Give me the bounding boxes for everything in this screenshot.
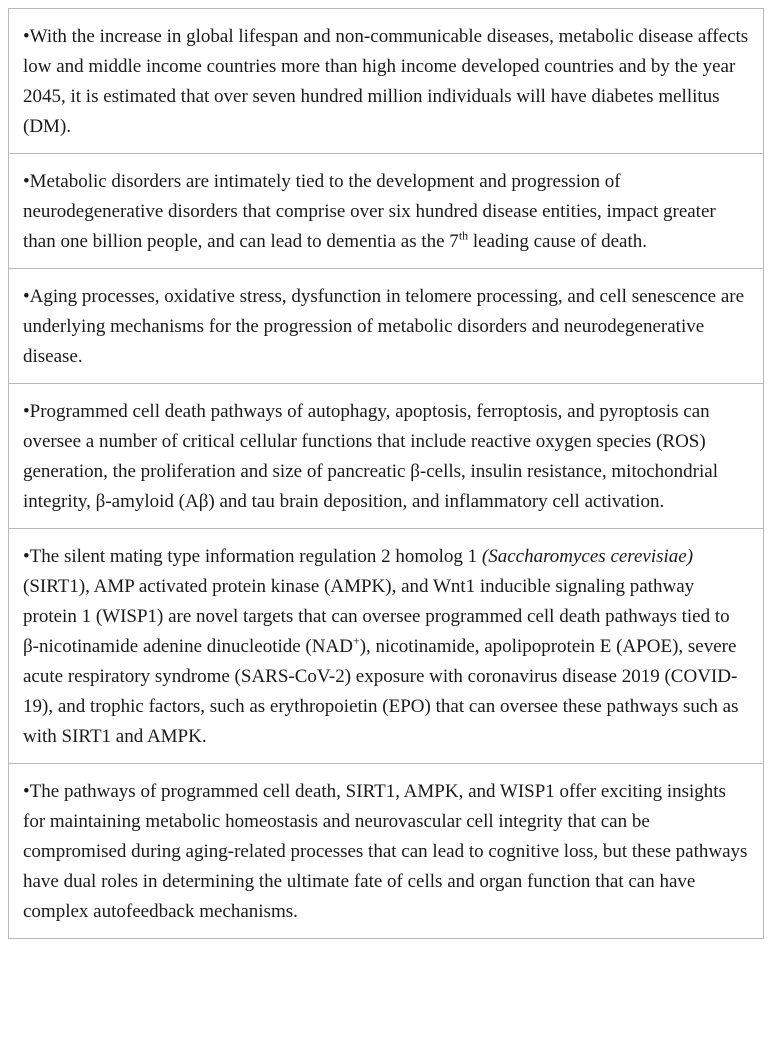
highlight-row-1 [9, 9, 763, 153]
highlight-text-part-b: leading cause of death. [468, 231, 647, 252]
highlight-text: With the increase in global lifespan and non-communicable diseases, metabolic disease affects low and middle income countries more than high income developed countries and by the year 2045, it is estimated that over seven hundred million individuals will have diabetes mellitus (DM). [23, 26, 749, 137]
highlight-text-part-a: Metabolic disorders are intimately tied to the development and progression of neurodegenerative disorders that comprise over six hundred disease entities, impact greater than one billion people, and can lead to dementia as the 7 [23, 171, 716, 252]
highlight-text: Programmed cell death pathways of autophagy, apoptosis, ferroptosis, and pyroptosis can oversee a number of critical cellular functions that include reactive oxygen species (ROS) generation, the proliferation and size of pancreatic β-cells, insulin resistance, mitochondrial integrity, β-amyloid (Aβ) and tau brain deposition, and inflammatory cell activation. [23, 401, 718, 512]
highlight-row-3 [9, 268, 763, 383]
bullet: • [23, 546, 30, 567]
bullet: • [23, 171, 30, 192]
species-name-italic: (Saccharomyces cerevisiae) [481, 546, 694, 567]
highlight-row-2 [9, 153, 763, 268]
highlight-text-part-a: The silent mating type information regulation 2 homolog 1 [29, 546, 482, 567]
highlight-text: The pathways of programmed cell death, SIRT1, AMPK, and WISP1 offer exciting insights for maintaining metabolic homeostasis and neurovascular cell integrity that can be compromised during aging-related processes that can lead to cognitive loss, but these pathways have dual roles in determining the ultimate fate of cells and organ function that can have complex autofeedback mechanisms. [23, 781, 748, 922]
highlight-row-4 [9, 383, 763, 528]
highlights-table [8, 8, 764, 939]
superscript: + [352, 633, 360, 648]
highlight-text: Aging processes, oxidative stress, dysfunction in telomere processing, and cell senescence are underlying mechanisms for the progression of metabolic disorders and neurodegenerative disease. [23, 286, 745, 367]
highlight-row-5 [9, 528, 763, 763]
superscript: th [458, 228, 469, 243]
bullet: • [23, 26, 30, 47]
highlight-text-part-b: (SIRT1), AMP activated protein kinase (AMPK), and Wnt1 inducible signaling pathway protein 1 (WISP1) are novel targets that can oversee programmed cell death pathways tied to β-nicotinamide adenine dinucleotide (NAD [23, 576, 730, 657]
bullet: • [23, 781, 30, 802]
highlight-row-6 [9, 763, 763, 938]
bullet: • [23, 286, 30, 307]
highlight-text-part-c: ), nicotinamide, apolipoprotein E (APOE), severe acute respiratory syndrome (SARS-CoV-2) exposure with coronavirus disease 2019 (COVID-19), and trophic factors, such as erythropoietin (EPO) that can oversee these pathways such as with SIRT1 and AMPK. [23, 636, 739, 747]
bullet: • [23, 401, 30, 422]
